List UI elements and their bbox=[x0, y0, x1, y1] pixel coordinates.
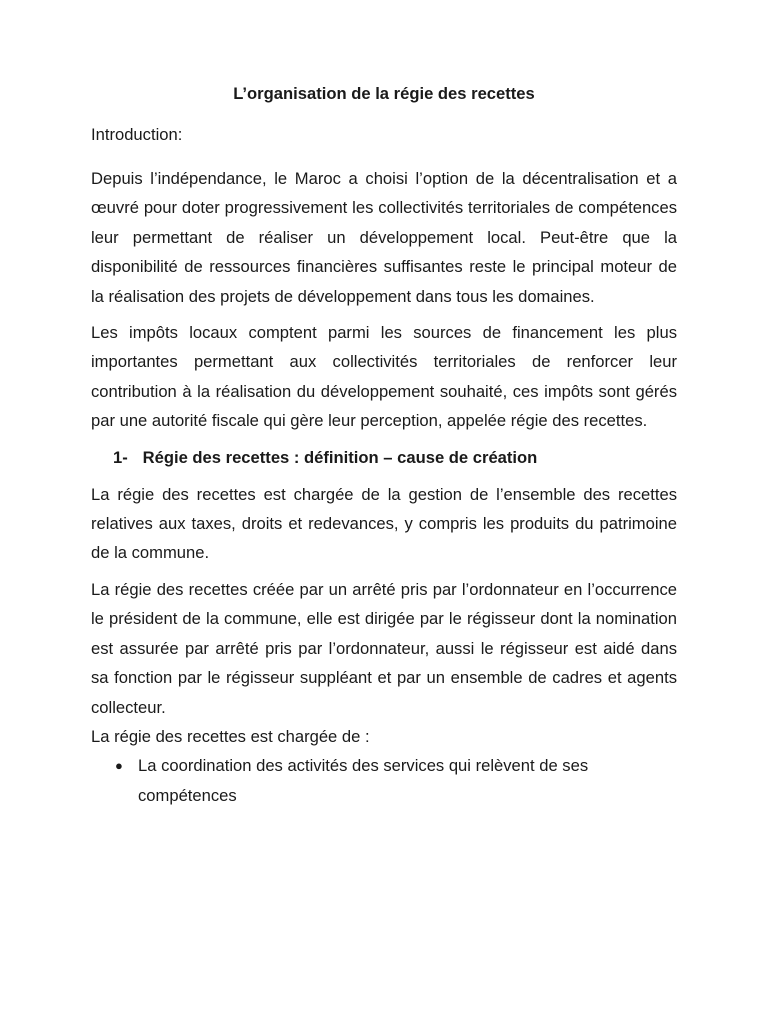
section-1-heading bbox=[91, 443, 677, 472]
intro-paragraph-2: Les impôts locaux comptent parmi les sources de financement les plus importantes permettant aux collectivités territoriales de renforcer leur contribution à la réalisation du développement souhaité, ces impôts sont gérés par une autorité fiscale qui gère leur perception, appelée régie des recettes. bbox=[91, 323, 677, 431]
list-item-text: La coordination des activités des services qui relèvent de ses compétences bbox=[138, 756, 589, 805]
introduction-heading: Introduction: bbox=[91, 125, 183, 144]
document-title: L’organisation de la régie des recettes bbox=[233, 84, 535, 103]
section-1-paragraph-1: La régie des recettes est chargée de la gestion de l’ensemble des recettes relatives aux taxes, droits et redevances, y compris les produits du patrimoine de la commune. bbox=[91, 484, 677, 563]
intro-paragraph-1: Depuis l’indépendance, le Maroc a choisi l’option de la décentralisation et a œuvré pour doter progressivement les collectivités territoriales de compétences leur permettant de réaliser un développement local. Peut-être que la disponibilité de ressources financières suffisantes reste le principal moteur de la réalisation des projets de développement dans tous les domaines. bbox=[91, 169, 677, 306]
section-1-title: Régie des recettes : définition – cause de création bbox=[142, 447, 538, 467]
list-intro: La régie des recettes est chargée de : bbox=[91, 726, 370, 746]
section-1-paragraph-2: La régie des recettes créée par un arrêté pris par l’ordonnateur en l’occurrence le président de la commune, elle est dirigée par le régisseur dont la nomination est assurée par arrêté pris par l’ordonnateur, aussi le régisseur est aidé dans sa fonction par le régisseur suppléant et par un ensemble de cadres et agents collecteur. bbox=[91, 579, 677, 717]
section-1-number: 1- bbox=[113, 447, 128, 467]
list-item bbox=[91, 751, 677, 810]
bullet-icon: ● bbox=[115, 758, 123, 774]
responsibilities-list bbox=[91, 751, 677, 810]
